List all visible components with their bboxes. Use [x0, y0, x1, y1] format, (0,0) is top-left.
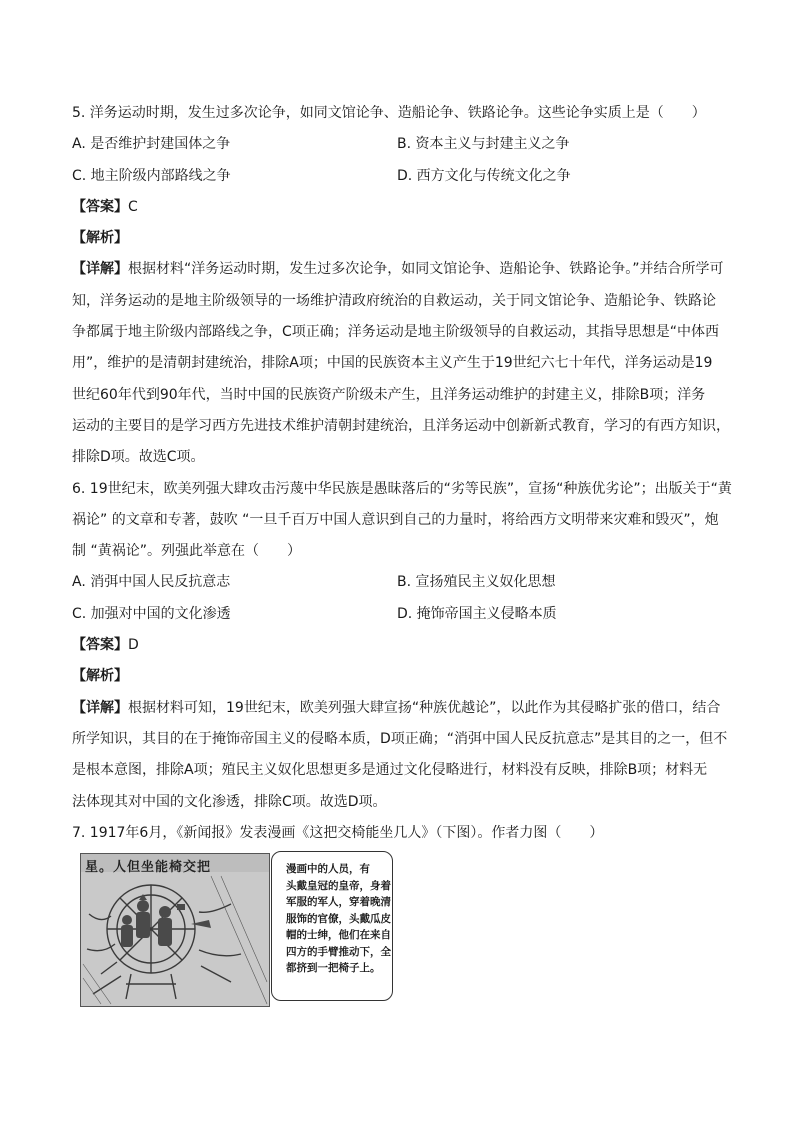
cartoon-caption-box [271, 851, 393, 1001]
detail-line [72, 254, 724, 285]
question-5-option-d: D. 西方文化与传统文化之争 [397, 167, 571, 184]
detail-line: 知，洋务运动的是地主阶级领导的一场维护清政府统治的自救运动，关于同文馆论争、造船论争、铁路论 [72, 292, 716, 309]
question-6-stem-line: 祸论” 的文章和专著，鼓吹 “一旦千百万中国人意识到自己的力量时，将给西方文明带来灾难和毁灭”，炮 [72, 511, 719, 528]
detail-line [72, 693, 724, 724]
question-5-option-c: C. 地主阶级内部路线之争 [72, 167, 231, 184]
detail-tag: 【详解】 [72, 261, 128, 278]
question-5-option-b: B. 资本主义与封建主义之争 [397, 136, 570, 153]
question-6-stem-line: 6. 19世纪末，欧美列强大肆攻击污蔑中华民族是愚昧落后的“劣等民族”，宣扬“种族优劣论”；出版关于“黄 [72, 480, 732, 497]
detail-line: 排除D项。故选C项。 [72, 449, 205, 466]
question-5-option-a: A. 是否维护封建国体之争 [72, 136, 231, 153]
detail-tag: 【详解】 [72, 699, 128, 716]
detail-line: 世纪60年代到90年代，当时中国的民族资产阶级未产生，且洋务运动维护的封建主义，排除B项；洋务 [72, 386, 706, 403]
question-7-figure [72, 851, 724, 1011]
question-6-detail [72, 693, 728, 818]
question-5-options-row-1 [72, 129, 724, 160]
detail-line: 运动的主要目的是学习西方先进技术维护清朝封建统治，且洋务运动中创新新式教育，学习的有西方知识， [72, 417, 730, 434]
question-6-option-d: D. 掩饰帝国主义侵略本质 [397, 605, 557, 622]
question-5-options-row-2 [72, 161, 724, 192]
cartoon-image [80, 853, 270, 1007]
caption-line: 漫画中的人员，有 [286, 863, 370, 876]
caption-line: 服饰的官僚，头戴瓜皮 [286, 912, 391, 925]
detail-line: 用”，维护的是清朝封建统治，排除A项；中国的民族资本主义产生于19世纪六七十年代，洋务运动是19 [72, 355, 713, 372]
detail-text: 根据材料“洋务运动时期，发生过多次论争，如同文馆论争、造船论争、铁路论争。”并结合所学可 [128, 261, 724, 278]
question-6-stem-line: 制 “黄祸论”。列强此举意在（ ） [72, 543, 301, 560]
detail-line: 法体现其对中国的文化渗透，排除C项。故选D项。 [72, 793, 387, 810]
question-7-stem: 7. 1917年6月，《新闻报》发表漫画《这把交椅能坐几人》（下图）。作者力图（ ） [72, 824, 604, 841]
detail-text: 根据材料可知，19世纪末，欧美列强大肆宣扬“种族优越论”，以此作为其侵略扩张的借口，结合 [128, 699, 721, 716]
answer-tag: 【答案】 [72, 198, 128, 215]
question-5-analysis-tag: 【解析】 [72, 230, 128, 247]
detail-line: 争都属于地主阶级内部路线之争，C项正确；洋务运动是地主阶级领导的自救运动，其指导思想是“中体西 [72, 324, 720, 341]
question-6-option-c: C. 加强对中国的文化渗透 [72, 605, 231, 622]
question-6-option-a: A. 消弭中国人民反抗意志 [72, 574, 231, 591]
question-6-options-row-1 [72, 567, 724, 598]
answer-tag: 【答案】 [72, 637, 128, 654]
question-6-analysis-tag: 【解析】 [72, 668, 128, 685]
caption-line: 四方的手臂推动下，全 [286, 945, 391, 958]
cartoon-drawing [81, 854, 269, 1006]
cartoon-title: 星。人但坐能椅交把 [85, 860, 212, 876]
question-5-detail [72, 254, 730, 473]
caption-line: 帽的士绅，他们在来自 [286, 929, 391, 942]
answer-value: D [128, 637, 139, 654]
question-6-answer [72, 630, 724, 661]
answer-value: C [128, 198, 138, 215]
detail-line: 是根本意图，排除A项；殖民主义奴化思想更多是通过文化侵略进行，材料没有反映，排除B项；材料无 [72, 762, 708, 779]
question-6-option-b: B. 宣扬殖民主义奴化思想 [397, 574, 556, 591]
detail-line: 所学知识，其目的在于掩饰帝国主义的侵略本质，D项正确；“消弭中国人民反抗意志”是其目的之一，但不 [72, 730, 728, 747]
question-5-stem: 5. 洋务运动时期，发生过多次论争，如同文馆论争、造船论争、铁路论争。这些论争实质上是（ ） [72, 105, 706, 121]
question-6-options-row-2 [72, 599, 724, 630]
caption-line: 都挤到一把椅子上。 [286, 962, 381, 975]
caption-line: 军服的军人，穿着晚清 [286, 896, 391, 909]
question-5-answer [72, 192, 724, 223]
document-page [72, 98, 732, 1011]
caption-line: 头戴皇冠的皇帝，身着 [286, 879, 391, 892]
